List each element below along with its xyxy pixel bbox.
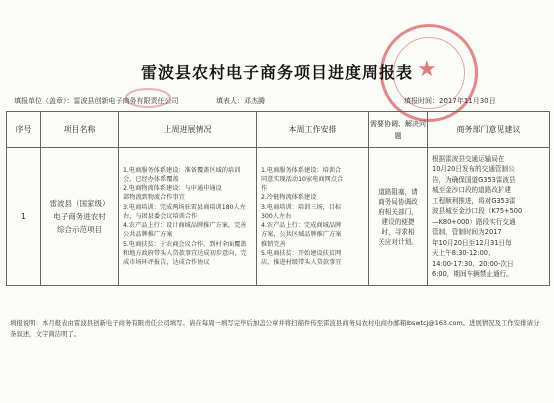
row-commerce-opinion xyxy=(428,148,550,286)
row-no: 1 xyxy=(7,148,41,286)
last-week-item: 2.电商物流体系建设：与申通申通设 xyxy=(123,185,222,193)
this-week-item: 作 xyxy=(261,185,268,193)
opinion-line: 管制，管制时间为2017 xyxy=(432,228,502,236)
form-filler: 填表人：邓杰腾 xyxy=(216,97,265,105)
last-week-item: 1.电商服务体系建设：准备覆盖区域的培训会，已经办体系覆盖 xyxy=(123,166,241,184)
this-week-item: 2.冷链物流体系建设 xyxy=(261,194,317,202)
progress-table xyxy=(6,111,550,286)
header-last-week: 上周进展情况 xyxy=(119,112,257,148)
coordinate-line: 建设的便捷 xyxy=(381,217,415,226)
header-no: 序号 xyxy=(7,112,41,148)
row-last-week xyxy=(119,148,257,286)
table-header-row xyxy=(7,112,550,148)
opinion-line: 14:00-17:30、20:00-次日 xyxy=(432,259,514,268)
opinion-line: 6:00，期间车辆禁止通行。 xyxy=(432,270,513,278)
this-week-item: 方案，公共区域品牌推广方案 xyxy=(261,231,342,239)
table-row xyxy=(7,148,550,286)
opinion-line: 10月20日发布的交通管制公 xyxy=(432,165,515,173)
this-week-item: 推销完善 xyxy=(261,240,286,248)
this-week-item: 同意实现活动10家电商网点合 xyxy=(261,176,344,184)
coordinate-line: 道路阻塞，请 xyxy=(378,187,418,196)
coordinate-line: 商务局协调政 xyxy=(378,197,418,206)
last-week-item: 5.电商扶贫：于农商会议合作，到村全面覆盖和地方政府带头人贷款事宜达成初步意向，完成市场环评报告，达成合作协议 xyxy=(123,240,247,266)
this-week-item: 5.电商扶贫：开始建设扶贫网 xyxy=(261,249,342,257)
header-commerce-opinion: 商务部门意见建议 xyxy=(428,112,550,148)
header-project-name: 项目名称 xyxy=(41,112,119,148)
last-week-item: 4.农产品上行：设计商城品牌推广方案，完善公共品牌推广方案 xyxy=(123,222,247,239)
seal-star-icon: ★ xyxy=(417,57,437,82)
opinion-line: 年10月20日至12月31日每 xyxy=(432,238,512,247)
reporting-unit: 填报单位（盖章）：雷波县创新电子商务有限责任公司 xyxy=(14,97,179,105)
coordinate-line: 府相关部门， xyxy=(378,207,418,216)
row-project-name xyxy=(41,148,119,286)
coordinate-line: 关应对计划。 xyxy=(378,237,418,246)
last-week-item: 3.电商培训：完成两场驻雷县商培训180人左右，与团县委会议培训合作 xyxy=(123,203,246,220)
row-coordinate xyxy=(369,148,428,286)
project-name-line: 雷波县（国家级） xyxy=(49,199,110,208)
fill-date: 填报时间：2017年11月30日 xyxy=(404,97,496,105)
this-week-item: 4.农产品上行：完成商城品牌 xyxy=(261,222,342,230)
row-this-week xyxy=(257,148,369,286)
this-week-item: 店，推进村级带头人贷款事宜 xyxy=(261,258,342,266)
last-week-item: 部物流到物流合作事宜 xyxy=(123,194,185,202)
report-title: 雷波县农村电子商务项目进度周报表 xyxy=(140,63,413,82)
opinion-line: 城至金沙口段的道路改扩建 xyxy=(432,186,512,194)
project-name-line: 综合示范项目 xyxy=(57,225,102,234)
this-week-item: 1.电商服务体系建设：培训合 xyxy=(261,166,342,174)
header-this-week: 本周工作安排 xyxy=(257,112,369,148)
opinion-line: 根据雷波县交通运输局在 xyxy=(432,154,505,163)
this-week-item: 3.电商培训：培训三场，目标 xyxy=(261,203,342,211)
form-footnote: 填报说明：本月报表由雷波县创新电子商务有限责任公司填写。请在每周一填写完毕后加盖公章并将扫描件传至雷波县商务局农村电商办邮箱lbswtcj@163.com。进展情况及工作安排请分条叙述，文字简洁明了。 xyxy=(10,319,540,338)
opinion-line: 天上午8:30-12:00、 xyxy=(432,249,495,257)
opinion-line: —K80+000）路段实行交通 xyxy=(432,217,516,226)
header-coordinate: 需要协调、解决问题 xyxy=(369,112,428,148)
opinion-line: 工程顺利推进，将对G353雷 xyxy=(432,196,516,205)
opinion-line: 波县城至金沙口段（K75+500 xyxy=(432,207,523,215)
opinion-line: 告，为确保国道G353雷波县 xyxy=(432,175,516,184)
project-name-line: 电子商务进农村 xyxy=(53,212,106,221)
this-week-item: 300人左右 xyxy=(261,212,292,220)
coordinate-line: 时，寻求相 xyxy=(381,227,415,236)
